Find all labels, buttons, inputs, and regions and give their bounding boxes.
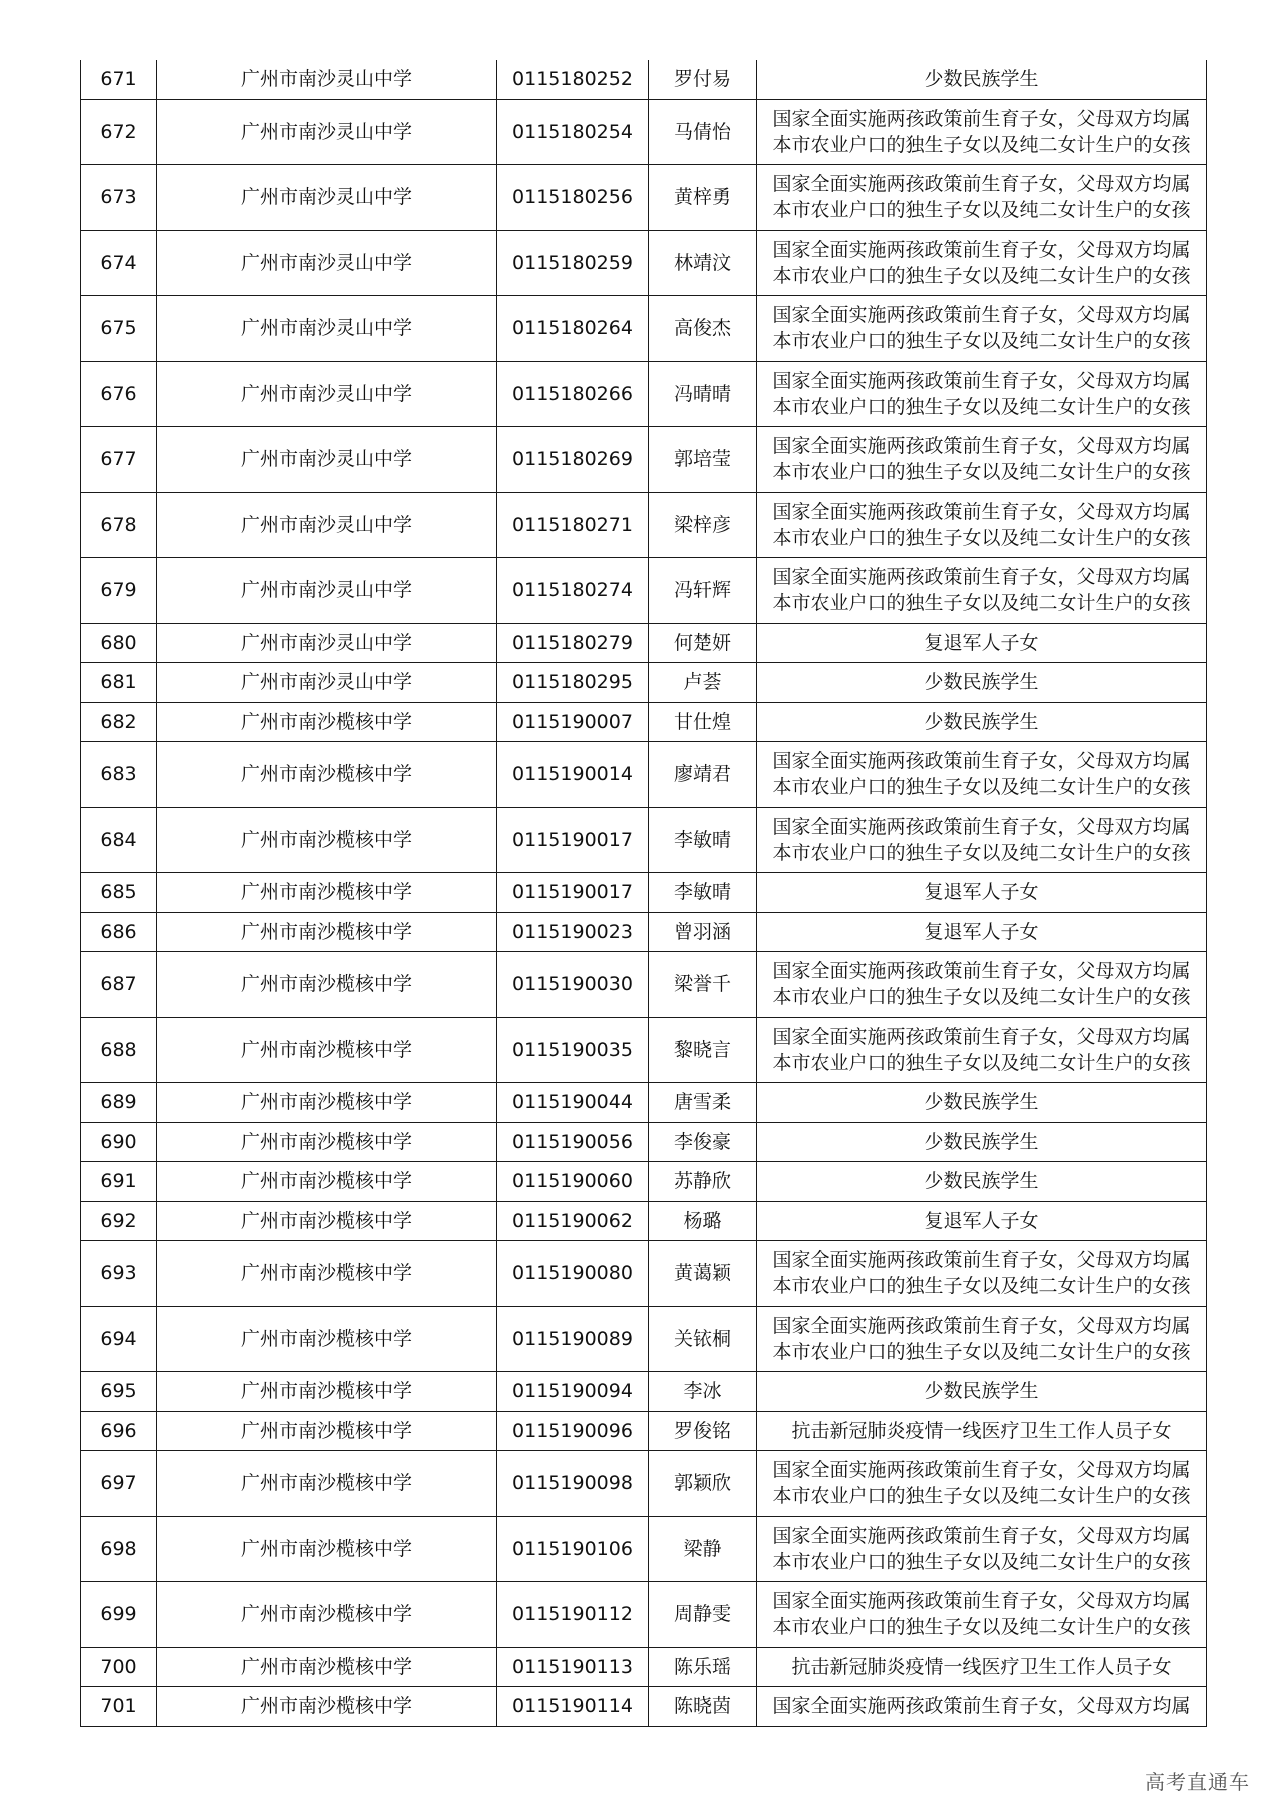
row-index-cell: 695: [81, 1372, 157, 1412]
row-index-cell: 686: [81, 912, 157, 952]
category-line: 少数民族学生: [924, 710, 1039, 733]
category-line: 本市农业户口的独生子女以及纯二女计生户的女孩: [772, 592, 1191, 615]
student-code-cell: 0115190060: [497, 1162, 649, 1202]
school-cell: 广州市南沙灵山中学: [157, 99, 497, 165]
row-index-cell: 698: [81, 1516, 157, 1582]
category-line: 本市农业户口的独生子女以及纯二女计生户的女孩: [772, 133, 1191, 156]
student-name-cell: 杨璐: [649, 1201, 757, 1241]
table-row: [81, 165, 1207, 231]
table-row: [81, 296, 1207, 362]
category-line: 复退军人子女: [924, 1209, 1039, 1232]
row-index-cell: 685: [81, 873, 157, 913]
category-line: 本市农业户口的独生子女以及纯二女计生户的女孩: [772, 841, 1191, 864]
table-row: [81, 99, 1207, 165]
student-code-cell: 0115190080: [497, 1241, 649, 1307]
student-name-cell: 郭培莹: [649, 427, 757, 493]
student-name-cell: 郭颖欣: [649, 1451, 757, 1517]
row-index-cell: 672: [81, 99, 157, 165]
student-code-cell: 0115180269: [497, 427, 649, 493]
row-index-cell: 684: [81, 807, 157, 873]
category-cell: [757, 60, 1207, 99]
category-line: 本市农业户口的独生子女以及纯二女计生户的女孩: [772, 1340, 1191, 1363]
category-cell: [757, 1201, 1207, 1241]
category-line: 本市农业户口的独生子女以及纯二女计生户的女孩: [772, 330, 1191, 353]
row-index-cell: 678: [81, 492, 157, 558]
student-name-cell: 林靖汶: [649, 230, 757, 296]
table-row: [81, 558, 1207, 624]
row-index-cell: 693: [81, 1241, 157, 1307]
table-row: [81, 230, 1207, 296]
student-name-cell: 苏静欣: [649, 1162, 757, 1202]
table-row: [81, 1582, 1207, 1648]
category-line: 本市农业户口的独生子女以及纯二女计生户的女孩: [772, 526, 1191, 549]
table-row: [81, 361, 1207, 427]
school-cell: 广州市南沙榄核中学: [157, 1411, 497, 1451]
category-cell: [757, 1241, 1207, 1307]
student-name-cell: 马倩怡: [649, 99, 757, 165]
category-line: 国家全面实施两孩政策前生育子女，父母双方均属: [772, 1590, 1191, 1613]
category-line: 复退军人子女: [924, 920, 1039, 943]
school-cell: 广州市南沙榄核中学: [157, 873, 497, 913]
category-line: 国家全面实施两孩政策前生育子女，父母双方均属: [772, 1459, 1191, 1482]
row-index-cell: 681: [81, 663, 157, 703]
student-code-cell: 0115180259: [497, 230, 649, 296]
student-code-cell: 0115180279: [497, 623, 649, 663]
student-name-cell: 李敏晴: [649, 807, 757, 873]
category-line: 本市农业户口的独生子女以及纯二女计生户的女孩: [772, 461, 1191, 484]
school-cell: 广州市南沙榄核中学: [157, 1582, 497, 1648]
student-code-cell: 0115190030: [497, 952, 649, 1018]
school-cell: 广州市南沙榄核中学: [157, 1372, 497, 1412]
student-code-cell: 0115190114: [497, 1687, 649, 1727]
school-cell: 广州市南沙榄核中学: [157, 1647, 497, 1687]
table-row: [81, 912, 1207, 952]
student-code-cell: 0115190056: [497, 1122, 649, 1162]
category-cell: [757, 1306, 1207, 1372]
student-code-cell: 0115180266: [497, 361, 649, 427]
row-index-cell: 682: [81, 702, 157, 742]
category-line: 抗击新冠肺炎疫情一线医疗卫生工作人员子女: [791, 1419, 1172, 1442]
school-cell: 广州市南沙榄核中学: [157, 1451, 497, 1517]
category-line: 国家全面实施两孩政策前生育子女，父母双方均属: [772, 107, 1191, 130]
student-code-cell: 0115190112: [497, 1582, 649, 1648]
row-index-cell: 671: [81, 60, 157, 99]
row-index-cell: 674: [81, 230, 157, 296]
school-cell: 广州市南沙榄核中学: [157, 1083, 497, 1123]
school-cell: 广州市南沙灵山中学: [157, 427, 497, 493]
table-row: [81, 1122, 1207, 1162]
school-cell: 广州市南沙榄核中学: [157, 1241, 497, 1307]
student-code-cell: 0115180256: [497, 165, 649, 231]
school-cell: 广州市南沙灵山中学: [157, 492, 497, 558]
category-cell: [757, 361, 1207, 427]
table-body: [81, 60, 1207, 1726]
school-cell: 广州市南沙灵山中学: [157, 296, 497, 362]
student-name-cell: 黎晓言: [649, 1017, 757, 1083]
school-cell: 广州市南沙榄核中学: [157, 1122, 497, 1162]
category-line: 国家全面实施两孩政策前生育子女，父母双方均属: [772, 1695, 1191, 1718]
school-cell: 广州市南沙榄核中学: [157, 807, 497, 873]
table-row: [81, 623, 1207, 663]
student-code-cell: 0115180295: [497, 663, 649, 703]
student-code-cell: 0115190098: [497, 1451, 649, 1517]
row-index-cell: 673: [81, 165, 157, 231]
student-name-cell: 李敏晴: [649, 873, 757, 913]
school-cell: 广州市南沙灵山中学: [157, 623, 497, 663]
student-code-cell: 0115190017: [497, 873, 649, 913]
table-row: [81, 492, 1207, 558]
category-line: 本市农业户口的独生子女以及纯二女计生户的女孩: [772, 395, 1191, 418]
category-cell: [757, 165, 1207, 231]
category-cell: [757, 1647, 1207, 1687]
category-cell: [757, 1122, 1207, 1162]
student-name-cell: 周静雯: [649, 1582, 757, 1648]
table-row: [81, 1451, 1207, 1517]
row-index-cell: 694: [81, 1306, 157, 1372]
category-line: 国家全面实施两孩政策前生育子女，父母双方均属: [772, 566, 1191, 589]
student-name-cell: 何楚妍: [649, 623, 757, 663]
admission-list-table-wrap: [80, 60, 1206, 1727]
category-cell: [757, 1687, 1207, 1727]
category-cell: [757, 1451, 1207, 1517]
row-index-cell: 676: [81, 361, 157, 427]
category-line: 国家全面实施两孩政策前生育子女，父母双方均属: [772, 1249, 1191, 1272]
student-name-cell: 梁梓彦: [649, 492, 757, 558]
school-cell: 广州市南沙榄核中学: [157, 702, 497, 742]
student-name-cell: 罗俊铭: [649, 1411, 757, 1451]
category-line: 国家全面实施两孩政策前生育子女，父母双方均属: [772, 173, 1191, 196]
category-cell: [757, 1411, 1207, 1451]
school-cell: 广州市南沙榄核中学: [157, 1516, 497, 1582]
row-index-cell: 691: [81, 1162, 157, 1202]
school-cell: 广州市南沙榄核中学: [157, 912, 497, 952]
student-code-cell: 0115190023: [497, 912, 649, 952]
table-row: [81, 1647, 1207, 1687]
row-index-cell: 675: [81, 296, 157, 362]
category-cell: [757, 912, 1207, 952]
table-row: [81, 1306, 1207, 1372]
student-code-cell: 0115180264: [497, 296, 649, 362]
table-row: [81, 663, 1207, 703]
category-line: 本市农业户口的独生子女以及纯二女计生户的女孩: [772, 1485, 1191, 1508]
category-line: 本市农业户口的独生子女以及纯二女计生户的女孩: [772, 1051, 1191, 1074]
student-code-cell: 0115190096: [497, 1411, 649, 1451]
student-name-cell: 卢荟: [649, 663, 757, 703]
category-cell: [757, 1516, 1207, 1582]
school-cell: 广州市南沙灵山中学: [157, 558, 497, 624]
table-row: [81, 1017, 1207, 1083]
student-name-cell: 甘仕煌: [649, 702, 757, 742]
category-line: 国家全面实施两孩政策前生育子女，父母双方均属: [772, 750, 1191, 773]
table-row: [81, 1411, 1207, 1451]
row-index-cell: 679: [81, 558, 157, 624]
table-row: [81, 1241, 1207, 1307]
student-name-cell: 罗付易: [649, 60, 757, 99]
student-name-cell: 黄蔼颖: [649, 1241, 757, 1307]
category-line: 少数民族学生: [924, 68, 1039, 91]
category-cell: [757, 492, 1207, 558]
table-row: [81, 807, 1207, 873]
category-line: 抗击新冠肺炎疫情一线医疗卫生工作人员子女: [791, 1655, 1172, 1678]
category-line: 本市农业户口的独生子女以及纯二女计生户的女孩: [772, 264, 1191, 287]
student-name-cell: 高俊杰: [649, 296, 757, 362]
row-index-cell: 699: [81, 1582, 157, 1648]
student-name-cell: 李俊豪: [649, 1122, 757, 1162]
student-code-cell: 0115190044: [497, 1083, 649, 1123]
category-cell: [757, 807, 1207, 873]
table-row: [81, 1687, 1207, 1727]
category-line: 国家全面实施两孩政策前生育子女，父母双方均属: [772, 1524, 1191, 1547]
category-cell: [757, 1083, 1207, 1123]
student-name-cell: 冯轩辉: [649, 558, 757, 624]
row-index-cell: 701: [81, 1687, 157, 1727]
table-row: [81, 1372, 1207, 1412]
row-index-cell: 689: [81, 1083, 157, 1123]
table-row: [81, 1162, 1207, 1202]
category-line: 国家全面实施两孩政策前生育子女，父母双方均属: [772, 304, 1191, 327]
category-line: 少数民族学生: [924, 1091, 1039, 1114]
school-cell: 广州市南沙榄核中学: [157, 1162, 497, 1202]
row-index-cell: 677: [81, 427, 157, 493]
row-index-cell: 692: [81, 1201, 157, 1241]
table-row: [81, 742, 1207, 808]
student-name-cell: 李冰: [649, 1372, 757, 1412]
category-line: 国家全面实施两孩政策前生育子女，父母双方均属: [772, 960, 1191, 983]
category-line: 国家全面实施两孩政策前生育子女，父母双方均属: [772, 815, 1191, 838]
student-name-cell: 梁静: [649, 1516, 757, 1582]
table-row: [81, 60, 1207, 99]
student-name-cell: 陈晓茵: [649, 1687, 757, 1727]
category-line: 本市农业户口的独生子女以及纯二女计生户的女孩: [772, 1616, 1191, 1639]
row-index-cell: 688: [81, 1017, 157, 1083]
category-line: 国家全面实施两孩政策前生育子女，父母双方均属: [772, 500, 1191, 523]
table-row: [81, 702, 1207, 742]
category-line: 本市农业户口的独生子女以及纯二女计生户的女孩: [772, 776, 1191, 799]
category-line: 本市农业户口的独生子女以及纯二女计生户的女孩: [772, 199, 1191, 222]
school-cell: 广州市南沙榄核中学: [157, 1017, 497, 1083]
student-code-cell: 0115180254: [497, 99, 649, 165]
school-cell: 广州市南沙榄核中学: [157, 742, 497, 808]
student-name-cell: 冯晴晴: [649, 361, 757, 427]
category-line: 本市农业户口的独生子女以及纯二女计生户的女孩: [772, 1275, 1191, 1298]
category-line: 本市农业户口的独生子女以及纯二女计生户的女孩: [772, 1550, 1191, 1573]
student-code-cell: 0115190094: [497, 1372, 649, 1412]
student-name-cell: 陈乐瑶: [649, 1647, 757, 1687]
category-line: 国家全面实施两孩政策前生育子女，父母双方均属: [772, 238, 1191, 261]
category-cell: [757, 952, 1207, 1018]
table-row: [81, 1201, 1207, 1241]
student-code-cell: 0115180274: [497, 558, 649, 624]
category-cell: [757, 230, 1207, 296]
category-cell: [757, 1372, 1207, 1412]
category-cell: [757, 1582, 1207, 1648]
student-name-cell: 曾羽涵: [649, 912, 757, 952]
category-line: 国家全面实施两孩政策前生育子女，父母双方均属: [772, 1314, 1191, 1337]
student-name-cell: 唐雪柔: [649, 1083, 757, 1123]
student-name-cell: 梁誉千: [649, 952, 757, 1018]
school-cell: 广州市南沙榄核中学: [157, 1201, 497, 1241]
student-code-cell: 0115190035: [497, 1017, 649, 1083]
student-name-cell: 关铱桐: [649, 1306, 757, 1372]
row-index-cell: 680: [81, 623, 157, 663]
category-line: 复退军人子女: [924, 881, 1039, 904]
student-name-cell: 黄梓勇: [649, 165, 757, 231]
table-row: [81, 1083, 1207, 1123]
student-code-cell: 0115180252: [497, 60, 649, 99]
student-code-cell: 0115190113: [497, 1647, 649, 1687]
category-cell: [757, 663, 1207, 703]
category-cell: [757, 623, 1207, 663]
category-line: 国家全面实施两孩政策前生育子女，父母双方均属: [772, 1025, 1191, 1048]
student-code-cell: 0115190014: [497, 742, 649, 808]
category-line: 少数民族学生: [924, 1380, 1039, 1403]
school-cell: 广州市南沙灵山中学: [157, 230, 497, 296]
student-code-cell: 0115180271: [497, 492, 649, 558]
watermark-text: 高考直通车: [1145, 1770, 1250, 1794]
row-index-cell: 683: [81, 742, 157, 808]
category-line: 少数民族学生: [924, 671, 1039, 694]
table-row: [81, 873, 1207, 913]
category-cell: [757, 1017, 1207, 1083]
admission-list-table: [80, 60, 1207, 1727]
category-cell: [757, 742, 1207, 808]
category-cell: [757, 296, 1207, 362]
category-line: 国家全面实施两孩政策前生育子女，父母双方均属: [772, 435, 1191, 458]
category-line: 国家全面实施两孩政策前生育子女，父母双方均属: [772, 369, 1191, 392]
category-line: 本市农业户口的独生子女以及纯二女计生户的女孩: [772, 986, 1191, 1009]
school-cell: 广州市南沙榄核中学: [157, 1306, 497, 1372]
school-cell: 广州市南沙灵山中学: [157, 663, 497, 703]
row-index-cell: 697: [81, 1451, 157, 1517]
category-cell: [757, 558, 1207, 624]
category-cell: [757, 873, 1207, 913]
category-line: 复退军人子女: [924, 631, 1039, 654]
student-code-cell: 0115190089: [497, 1306, 649, 1372]
category-cell: [757, 1162, 1207, 1202]
category-cell: [757, 702, 1207, 742]
category-cell: [757, 99, 1207, 165]
category-cell: [757, 427, 1207, 493]
student-code-cell: 0115190007: [497, 702, 649, 742]
row-index-cell: 690: [81, 1122, 157, 1162]
category-line: 少数民族学生: [924, 1130, 1039, 1153]
school-cell: 广州市南沙灵山中学: [157, 361, 497, 427]
student-code-cell: 0115190017: [497, 807, 649, 873]
table-row: [81, 952, 1207, 1018]
row-index-cell: 700: [81, 1647, 157, 1687]
student-name-cell: 廖靖君: [649, 742, 757, 808]
school-cell: 广州市南沙榄核中学: [157, 1687, 497, 1727]
table-row: [81, 1516, 1207, 1582]
row-index-cell: 687: [81, 952, 157, 1018]
school-cell: 广州市南沙灵山中学: [157, 165, 497, 231]
row-index-cell: 696: [81, 1411, 157, 1451]
school-cell: 广州市南沙榄核中学: [157, 952, 497, 1018]
student-code-cell: 0115190062: [497, 1201, 649, 1241]
school-cell: 广州市南沙灵山中学: [157, 60, 497, 99]
category-line: 少数民族学生: [924, 1170, 1039, 1193]
table-row: [81, 427, 1207, 493]
student-code-cell: 0115190106: [497, 1516, 649, 1582]
